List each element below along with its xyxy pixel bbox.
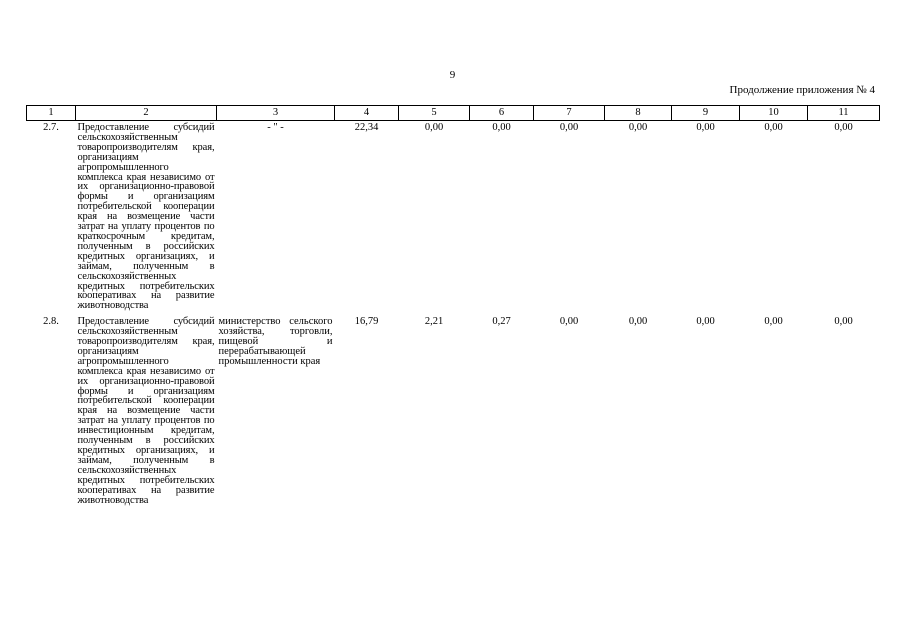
value-cell: 0,00 (764, 316, 783, 328)
column-header: 11 (808, 106, 880, 121)
value-cell: 0,00 (559, 122, 579, 133)
table-row (27, 315, 880, 509)
column-header: 5 (399, 106, 470, 121)
table-header-row (27, 106, 880, 121)
column-header: 7 (534, 106, 605, 121)
row-number: 2.7. (43, 122, 59, 133)
column-header: 6 (470, 106, 534, 121)
page-number: 9 (449, 69, 456, 81)
table-row (27, 121, 880, 316)
value-cell: 0,00 (424, 122, 444, 133)
value-cell: 16,79 (354, 316, 379, 328)
value-cell: 0,00 (834, 122, 853, 133)
measure-description: Предоставление субсидий сельскохозяйственным товаропроизводителям края, организациям агропромышленного комплекса края независимо от их организационно-правовой формы и организациям потребительской кооперации края на возмещение части затрат на уплату процентов по краткосрочным кредитам, полученным в российских кредитных организациях, и займам, полученным в сельскохозяйственных кредитных потребительских кооперативах на развитие животноводства (77, 122, 215, 312)
value-cell: 0,00 (834, 316, 853, 328)
value-cell: 0,00 (628, 122, 648, 133)
value-cell: 0,00 (559, 316, 579, 328)
appendix-table (26, 105, 880, 509)
column-header: 3 (217, 106, 335, 121)
measure-description: Предоставление субсидий сельскохозяйственным товаропроизводителям края, организациям агропромышленного комплекса края независимо от их организационно-правовой формы и организациям потребительской кооперации края на возмещение части затрат на уплату процентов по инвестиционным кредитам, полученным в российских кредитных организациях, и займам, полученным в сельскохозяйственных кредитных потребительских кооперативах на развитие животноводства (77, 316, 215, 506)
row-number: 2.8. (43, 316, 59, 328)
value-cell: 0,00 (696, 122, 715, 133)
value-cell: 0,27 (492, 316, 511, 328)
column-header: 1 (27, 106, 76, 121)
value-cell: 0,00 (628, 316, 648, 328)
value-cell: 0,00 (764, 122, 783, 133)
value-cell: 22,34 (354, 122, 379, 133)
responsible-executor: - " - (267, 122, 284, 133)
appendix-continuation-label: Продолжение приложения № 4 (729, 84, 875, 96)
value-cell: 0,00 (492, 122, 511, 133)
column-header: 9 (672, 106, 740, 121)
column-header: 2 (76, 106, 217, 121)
responsible-executor: министерство сельского хозяйства, торговли, пищевой и перерабатывающей промышленности края (218, 316, 333, 367)
value-cell: 2,21 (424, 316, 444, 328)
column-header: 4 (335, 106, 399, 121)
column-header: 10 (740, 106, 808, 121)
value-cell: 0,00 (696, 316, 715, 328)
column-header: 8 (605, 106, 672, 121)
